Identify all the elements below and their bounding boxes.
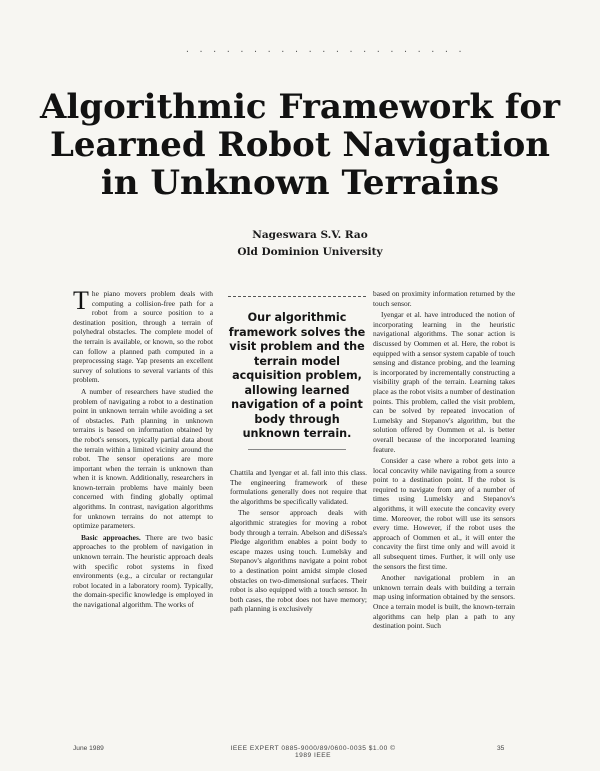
intro-paragraph [73, 286, 213, 385]
section-runin-heading: Basic approaches. [81, 532, 141, 542]
title-line-3: in Unknown Terrains [100, 163, 500, 204]
paragraph: Consider a case where a robot gets into a local concavity while navigating from a source point to a destination point. If the robot is required to navigate from any of a number of times using Lumelsky and Stepanov's algorithms, it will execute the concavity every time. Moreover, the robot will use its sensors every time. However, if the robot uses the approach of Oommen et al., it will enter the concavity the first time only and will avoid it all subsequent times. Further, it will only use the sensors the first time. [373, 456, 515, 571]
column-2 [230, 468, 367, 616]
pull-quote [228, 296, 366, 442]
title-line-2: Learned Robot Navigation [50, 125, 550, 166]
title-line-1: Algorithmic Framework for [40, 87, 560, 127]
page-number: 35 [497, 745, 505, 752]
author-name: Nageswara S.V. Rao [252, 229, 368, 241]
paragraph: based on proximity information returned by the touch sensor. [373, 289, 515, 308]
article-title [40, 88, 560, 202]
intro-text: he piano movers problem deals with computing a collision-free path for a robot from a source position to a destination position, through a terrain of polyhedral obstacles. The complete model of the terrain is available, or known, so the robot can follow a planned path computed in a preprocessing stage. Yap presents an excellent survey of solutions to several variants of this problem. [73, 289, 213, 385]
paragraph: Iyengar et al. have introduced the notion of incorporating learning in the heuristic navigational algorithms. The sonar action is discussed by Oommen et al. Here, the robot is equipped with a sensor system capable of touch sensing and distance probing, and the learning is incorporated by incrementally constructing a visibility graph of the terrain. Learning takes place as the robot visits a number of destination points. This problem, called the visit problem, can be solved by repeated invocation of Lumelsky and Stepanov's algorithm, but the solution offered by Oommen et al. is better overall because of the incorporated learning feature. [373, 310, 515, 454]
pull-quote-rule [248, 449, 346, 450]
paragraph-basic-approaches [73, 533, 213, 610]
paragraph: Chattila and Iyengar et al. fall into this class. The engineering framework of these formulations generally does not require that the algorithms be specifically validated. [230, 468, 367, 506]
column-3 [373, 289, 515, 633]
paragraph: Another navigational problem in an unknown terrain deals with building a terrain map using information obtained by the sensors. Once a terrain model is built, the known-terrain algorithms can help plan a path to any destination point. Such [373, 573, 515, 631]
paragraph-text: There are two basic approaches to the problem of navigation in unknown terrain. The heuristic approach deals with specific robot systems in fixed environments (e.g., a circular or rectangular robot located in a laboratory room). Typically, the domain-specific knowledge is employed in the navigational algorithm. The works of [73, 532, 213, 609]
drop-cap: T [73, 286, 89, 315]
header-banner: · · · · · · · · · · · · · · · · · · · · · [185, 47, 465, 56]
paragraph: A number of researchers have studied the problem of navigating a robot to a destination point in unknown terrain while avoiding a set of obstacles. Path planning in unknown terrains is based on information obtained by the robot's sensors, typically partial data about the terrain within a limited vicinity around the robot. The sensor operations are more important when the terrain is unknown than when it is known. Additionally, researchers in known-terrain problems have mainly been concerned with finding globally optimal algorithms. In contrast, navigation algorithms for unknown terrains do not attempt to optimize parameters. [73, 386, 213, 531]
pull-quote-text: Our algorithmic framework solves the visit problem and the terrain model acquisition problem, allowing learned navigation of a point body through unknown terrain. [228, 311, 366, 440]
byline [180, 227, 440, 261]
footer-journal-info: IEEE EXPERT 0885-9000/89/0600-0035 $1.00 © 1989 IEEE [230, 745, 396, 759]
column-1 [73, 286, 213, 612]
paragraph: The sensor approach deals with algorithmic strategies for moving a robot body through a terrain. Abelson and diSessa's Pledge algorithm enables a point body to escape mazes using touch. Lumelsky and Stepanov's algorithms navigate a point robot to a destination point amidst simple closed obstacles on two-dimensional surfaces. Their robot is also equipped with a touch sensor. In both cases, the robot does not have memory; path planning is exclusively [230, 508, 367, 614]
affiliation: Old Dominion University [237, 246, 383, 258]
footer-date: June 1989 [73, 745, 104, 752]
